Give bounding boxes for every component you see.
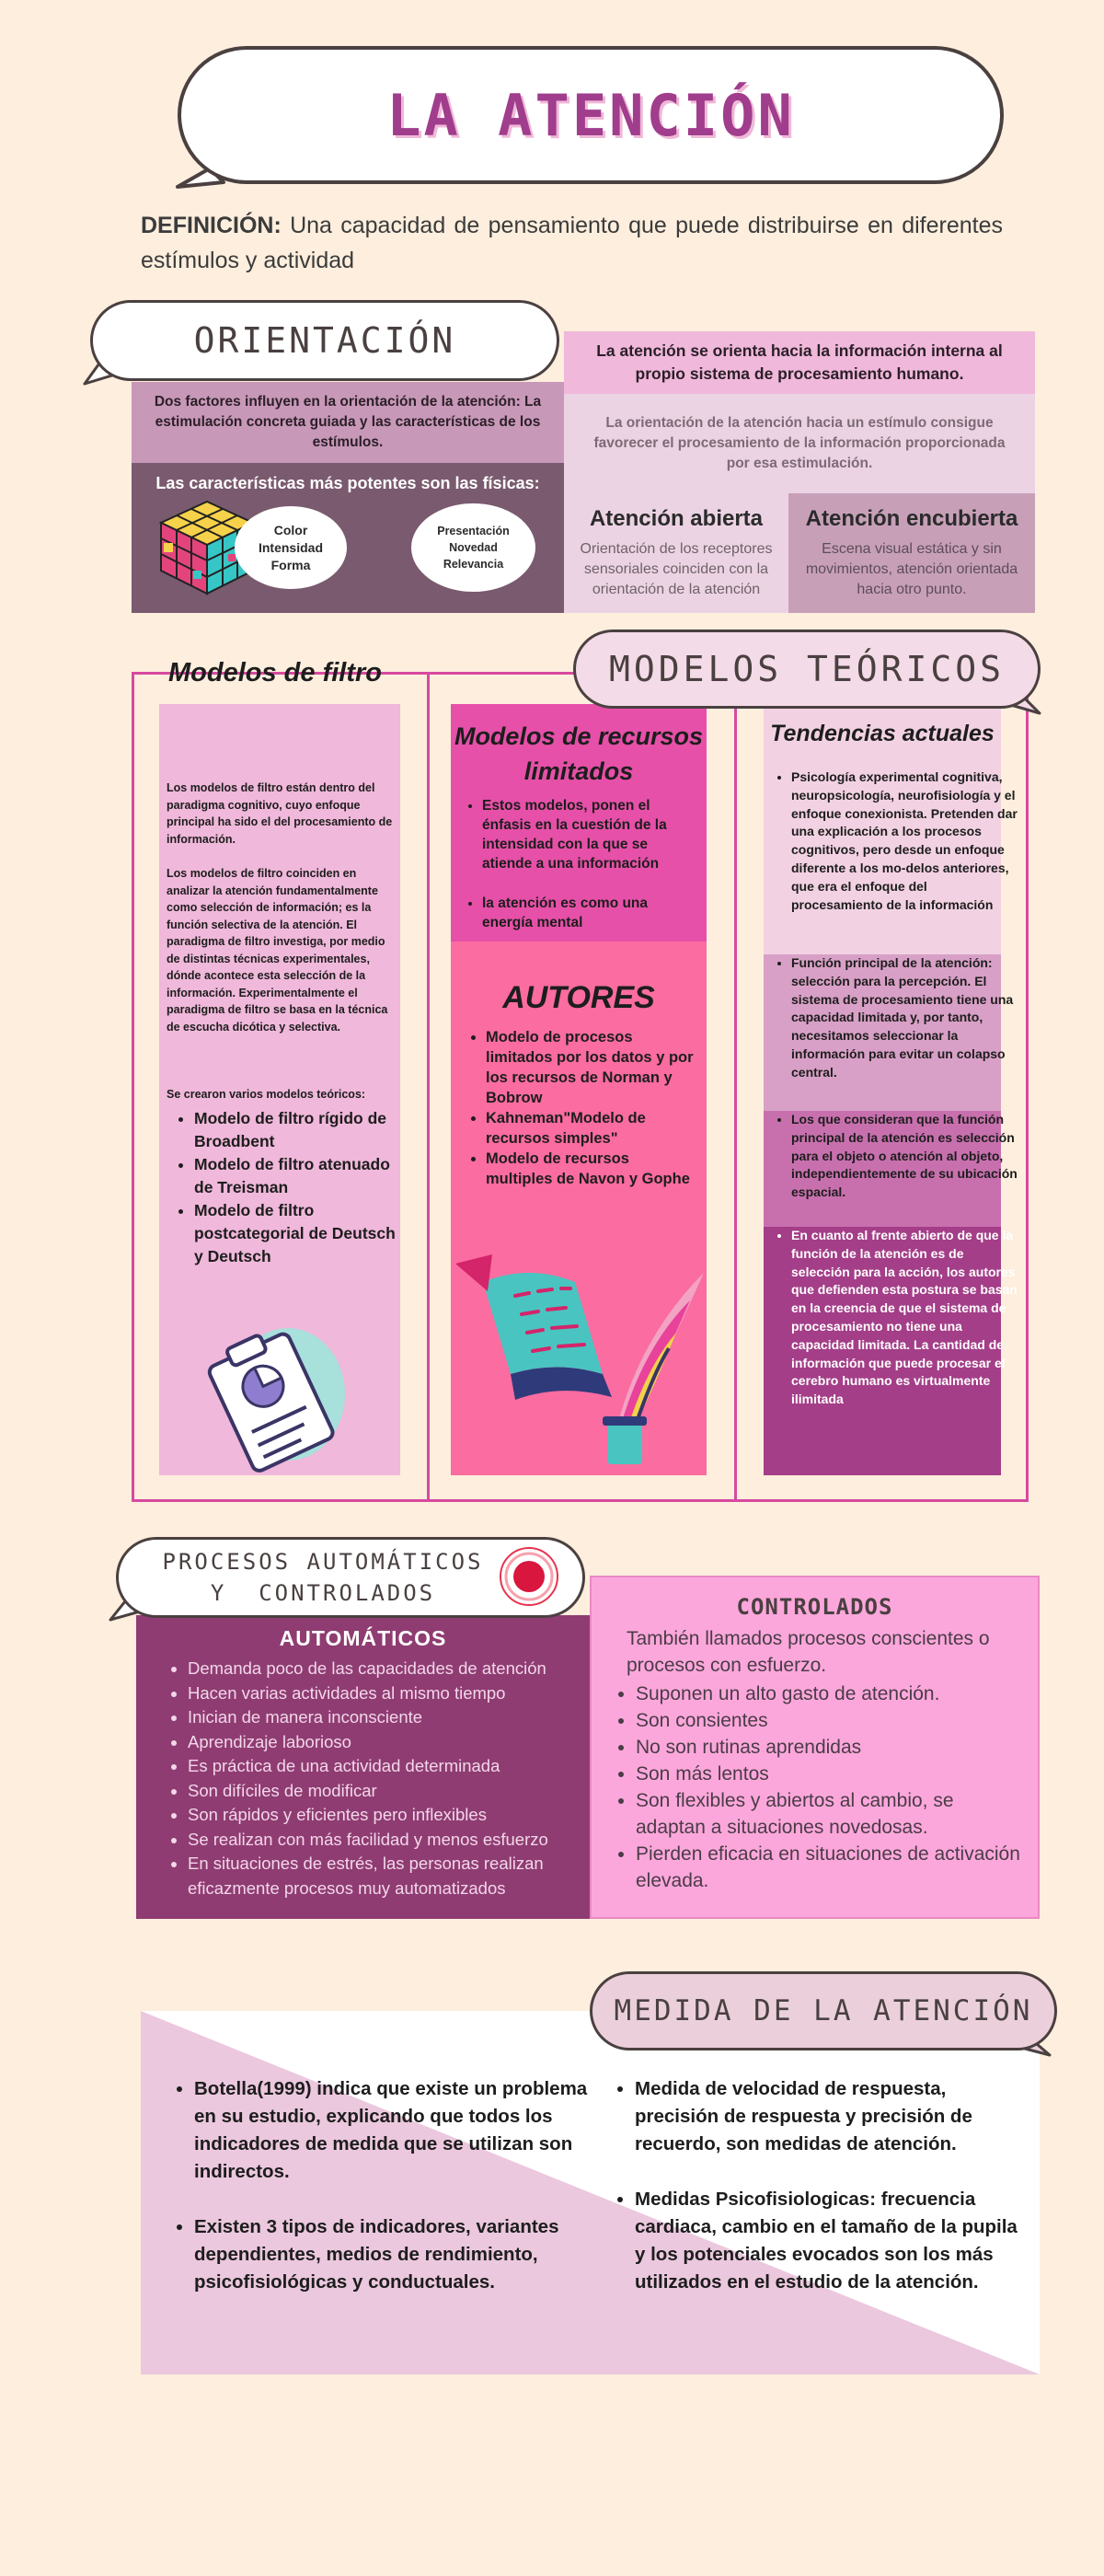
list-item: • Kahneman"Modelo de recursos simples": [486, 1108, 699, 1149]
definition: [141, 208, 1003, 278]
list-item: • Son más lentos: [636, 1761, 1027, 1787]
recursos-panel: [451, 704, 707, 941]
list-item: • Los que consideran que la función principal de la atención es selección para el objeto o atención al objeto, independientemente de su ubicación espacial.: [791, 1111, 1019, 1227]
atencion-encubierta-text: Escena visual estática y sin movimientos, atención orientada hacia otro punto.: [805, 541, 1018, 597]
list-item: • Medida de velocidad de respuesta, precisión de respuesta y precisión de recuerdo, son medidas de atención.: [635, 2075, 1023, 2158]
atencion-encubierta-panel: [788, 493, 1035, 613]
list-item: • Inician de manera inconsciente: [188, 1705, 579, 1730]
orientacion-physical-title: Las características más potentes son las físicas:: [155, 474, 540, 492]
filtro-list: [168, 1107, 406, 1268]
list-item: • la atención es como una energía mental: [482, 894, 694, 932]
list-item: • Modelo de filtro rígido de Broadbent: [194, 1107, 406, 1153]
modelos-bubble: [573, 630, 1041, 709]
medida-right-list: [609, 2075, 1023, 2296]
procesos-heading-line1: PROCESOS AUTOMÁTICOS: [162, 1549, 484, 1575]
recursos-title: Modelos de recursos limitados: [454, 722, 704, 785]
medida-heading: MEDIDA DE LA ATENCIÓN: [614, 1994, 1033, 2027]
procesos-heading-line2: Y CONTROLADOS: [210, 1580, 436, 1606]
autores-panel: [451, 941, 707, 1475]
filtro-p2: Los modelos de filtro coinciden en analizar la atención fundamentalmente como selección de información; es la función selectiva de la atención. El paradigma de filtro investiga, por medio de distintas técnicas experimentales, dónde acontece esta selección de la información. Experimentalmente el paradigma de filtro se basa en la técnica de escucha dicótica y selectiva.: [167, 867, 388, 1034]
orientacion-stimulus: La orientación de la atención hacia un estímulo consigue favorecer el procesamiento de la información proporcionada por esa estimulación.: [564, 394, 1035, 493]
list-item: • Aprendizaje laborioso: [188, 1730, 579, 1755]
list-item: • Es práctica de una actividad determinada: [188, 1754, 579, 1779]
list-item: • Modelo de filtro atenuado de Treisman: [194, 1153, 406, 1199]
automaticos-title: AUTOMÁTICOS: [279, 1626, 447, 1650]
list-item: • Modelo de filtro postcategorial de Deutsch y Deutsch: [194, 1199, 406, 1268]
controlados-intro: También llamados procesos conscientes o procesos con esfuerzo.: [627, 1628, 990, 1676]
controlados-title: CONTROLADOS: [736, 1594, 893, 1620]
atencion-abierta-panel: [564, 493, 788, 613]
tendencias-title: Tendencias actuales: [770, 721, 995, 746]
modelos-divider: [427, 672, 430, 1502]
list-item: • Medidas Psicofisiologicas: frecuencia cardiaca, cambio en el tamaño de la pupila y los potenciales evocados son los más utilizados en el estudio de la atención.: [635, 2186, 1023, 2296]
automaticos-list: [136, 1657, 590, 1900]
cube-item: Forma: [270, 557, 311, 572]
tendencias-list: [765, 768, 1019, 1409]
recursos-list: [451, 796, 707, 932]
list-item: • Función principal de la atención: selección para la percepción. El sistema de procesamiento tiene una capacidad limitada y, por tanto, necesitamos seleccionar la información para evitar un colapso central.: [791, 954, 1019, 1111]
cube-item: Color: [273, 522, 308, 537]
filtro-p1: Los modelos de filtro están dentro del paradigma cognitivo, cuyo enfoque principal ha sido el del procesamiento de información.: [167, 781, 393, 846]
orientacion-heading: ORIENTACIÓN: [193, 320, 456, 361]
filtro-panel: [159, 704, 400, 1475]
scroll-quill-icon: [455, 1245, 704, 1475]
characteristics-oval: [411, 503, 535, 592]
controlados-panel: [590, 1576, 1040, 1919]
filtro-p3: Se crearon varios modelos teóricos:: [167, 1088, 366, 1101]
list-item: • Son rápidos y eficientes pero inflexibles: [188, 1803, 579, 1828]
definition-text: Una capacidad de pensamiento que puede distribuirse en diferentes estímulos y actividad: [141, 213, 1003, 273]
cube-item: Intensidad: [258, 539, 323, 555]
cube-characteristics-oval: [235, 506, 347, 589]
list-item: • Existen 3 tipos de indicadores, variantes dependientes, medios de rendimiento, psicofisiológicas y conductuales.: [194, 2213, 596, 2296]
medida-left-list: [168, 2075, 596, 2296]
tendencias-panel: [764, 704, 1018, 1475]
autores-list: [451, 1027, 707, 1189]
title-bubble: [178, 46, 1004, 184]
atencion-abierta-title: Atención abierta: [589, 506, 764, 531]
target-icon: [497, 1544, 561, 1609]
medida-bubble: [590, 1971, 1057, 2050]
clipboard-chart-icon: [196, 1321, 357, 1477]
modelos-heading: MODELOS TEÓRICOS: [608, 649, 1006, 689]
list-item: • Se realizan con más facilidad y menos esfuerzo: [188, 1828, 579, 1853]
orientacion-bubble: [90, 300, 559, 381]
autores-title: AUTORES: [502, 980, 655, 1015]
list-item: • Psicología experimental cognitiva, neuropsicología, neurofisiología y el enfoque conexionista. Pretenden dar una explicación a los procesos cognitivos, pero desde un enfoque diferente a los mo-delos anteriores, que era el enfoque del procesamiento de la información: [791, 768, 1019, 954]
modelos-divider: [734, 709, 737, 1502]
oval-item: Novedad: [449, 541, 498, 554]
list-item: • Estos modelos, ponen el énfasis en la cuestión de la intensidad con la que se atiende a una información: [482, 796, 694, 873]
list-item: • Pierden eficacia en situaciones de activación elevada.: [636, 1841, 1027, 1894]
atencion-abierta-text: Orientación de los receptores sensoriales coinciden con la orientación de la atención: [580, 541, 773, 597]
page-title: LA ATENCIÓN: [386, 81, 795, 149]
definition-label: DEFINICIÓN:: [141, 213, 282, 238]
oval-item: Relevancia: [443, 558, 504, 571]
list-item: • En situaciones de estrés, las personas realizan eficazmente procesos muy automatizados: [188, 1852, 579, 1900]
atencion-encubierta-title: Atención encubierta: [805, 506, 1018, 531]
list-item: • Botella(1999) indica que existe un problema en su estudio, explicando que todos los indicadores de medida que se utilizan son indirectos.: [194, 2075, 596, 2186]
list-item: • En cuanto al frente abierto de que la función de la atención es de selección para la acción, los autores que defienden esta postura se basan en la creencia de que el sistema de procesamiento no tiene una capacidad limitada. La cantidad de información que puede procesar el cerebro humano es virtualmente ilimitada: [791, 1227, 1019, 1409]
list-item: • Son flexibles y abiertos al cambio, se adaptan a situaciones novedosas.: [636, 1787, 1027, 1841]
list-item: • Demanda poco de las capacidades de atención: [188, 1657, 579, 1681]
list-item: • Suponen un alto gasto de atención.: [636, 1681, 1027, 1707]
filtro-title: Modelos de filtro: [168, 658, 382, 687]
list-item: • No son rutinas aprendidas: [636, 1734, 1027, 1761]
controlados-list: [592, 1681, 1038, 1894]
list-item: • Son consientes: [636, 1707, 1027, 1734]
orientacion-factors: Dos factores influyen en la orientación de la atención: La estimulación concreta guiada y las características de los estímulos.: [154, 394, 542, 450]
list-item: • Hacen varias actividades al mismo tiempo: [188, 1681, 579, 1706]
oval-item: Presentación: [437, 525, 510, 537]
list-item: • Modelo de recursos multiples de Navon y Gophe: [486, 1149, 699, 1189]
orientacion-internal: La atención se orienta hacia la información interna al propio sistema de procesamiento humano.: [564, 331, 1035, 394]
automaticos-panel: [136, 1615, 590, 1919]
list-item: • Son difíciles de modificar: [188, 1779, 579, 1804]
list-item: • Modelo de procesos limitados por los datos y por los recursos de Norman y Bobrow: [486, 1027, 699, 1108]
